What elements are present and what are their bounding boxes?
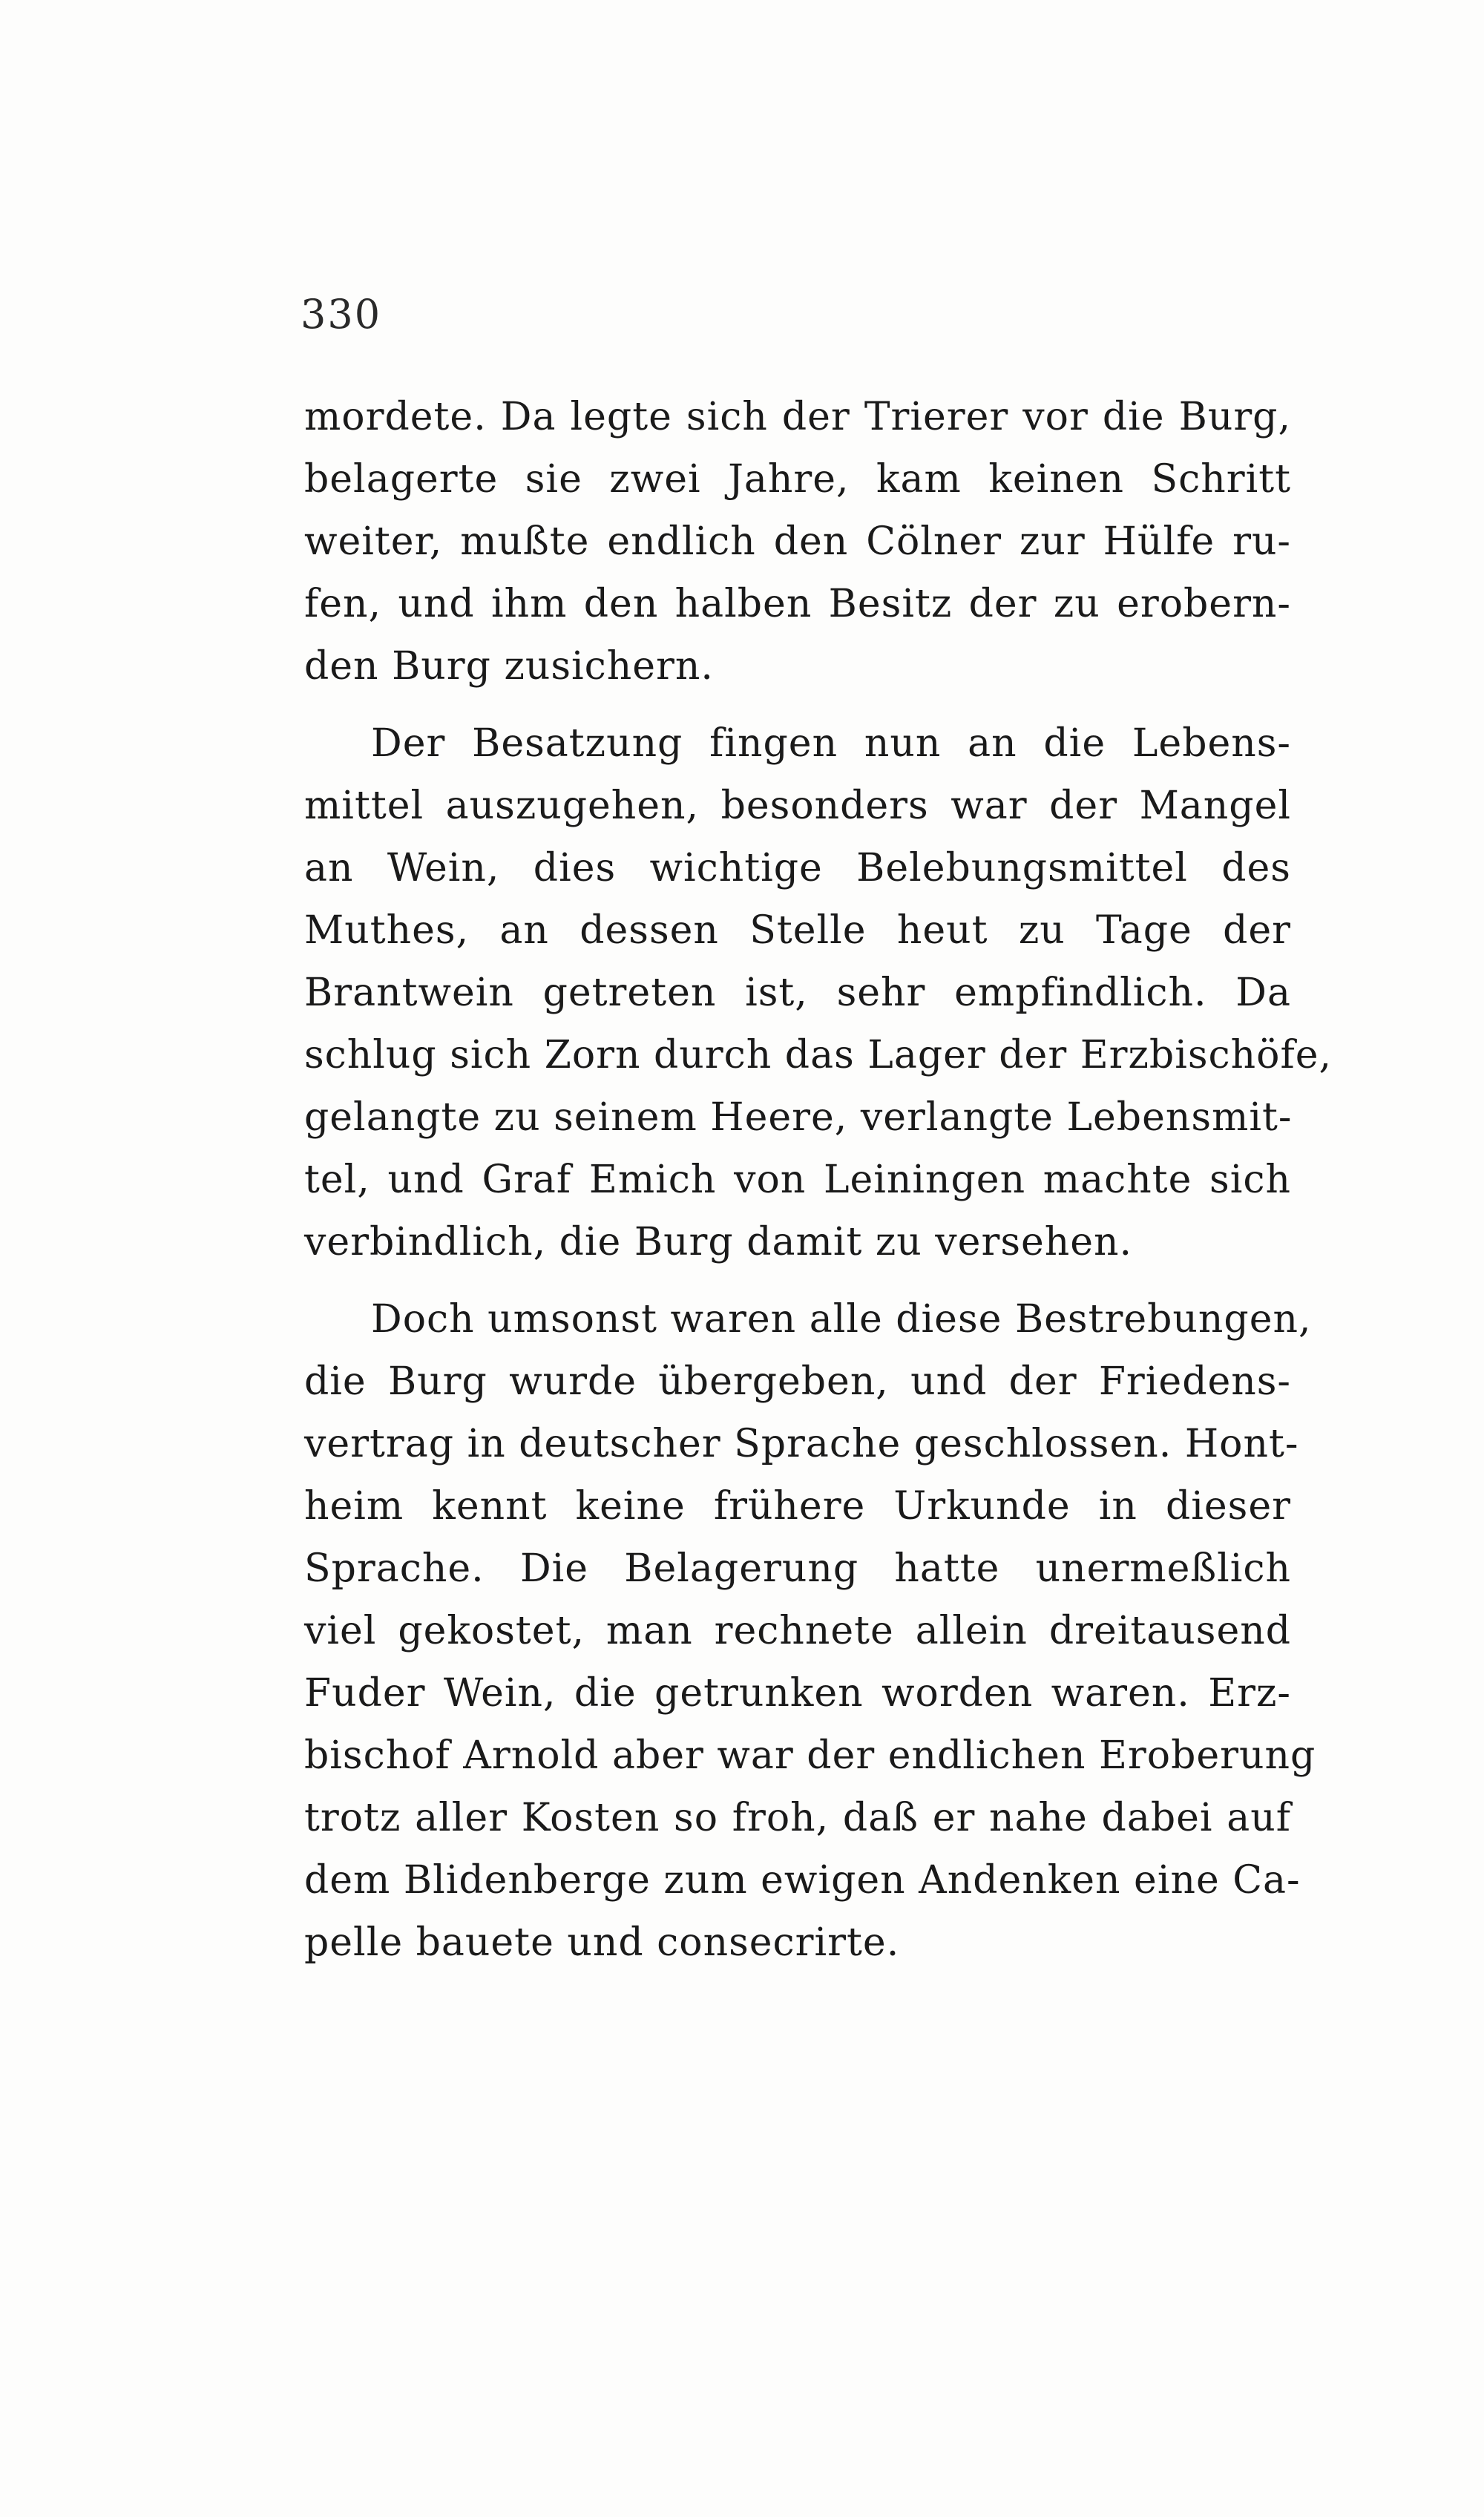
text-line: Der Besatzung fingen nun an die Lebens- bbox=[371, 721, 1291, 766]
text-line: an Wein, dies wichtige Belebungsmittel des bbox=[304, 846, 1291, 890]
text-line: belagerte sie zwei Jahre, kam keinen Schritt bbox=[304, 457, 1291, 502]
paragraph-1 bbox=[304, 386, 1291, 698]
text-line: die Burg wurde übergeben, und der Friedens- bbox=[304, 1359, 1291, 1404]
text-line: den Burg zusichern. bbox=[304, 644, 714, 689]
text-line: trotz aller Kosten so froh, daß er nahe dabei auf bbox=[304, 1796, 1291, 1840]
paragraph-2 bbox=[304, 712, 1333, 1273]
text-line: mittel auszugehen, besonders war der Mangel bbox=[304, 784, 1291, 828]
paragraph-3 bbox=[304, 1288, 1316, 1974]
text-line: tel, und Graf Emich von Leiningen machte sich bbox=[304, 1158, 1291, 1202]
text-line: Muthes, an dessen Stelle heut zu Tage der bbox=[304, 908, 1291, 953]
text-line: bischof Arnold aber war der endlichen Eroberung bbox=[304, 1733, 1316, 1778]
body-text bbox=[304, 386, 1333, 1974]
text-line: Doch umsonst waren alle diese Bestrebungen, bbox=[371, 1297, 1312, 1342]
text-line: gelangte zu seinem Heere, verlangte Lebensmit- bbox=[304, 1095, 1293, 1140]
text-line: schlug sich Zorn durch das Lager der Erzbischöfe, bbox=[304, 1033, 1333, 1077]
text-line: fen, und ihm den halben Besitz der zu erobern- bbox=[304, 582, 1291, 626]
text-line: verbindlich, die Burg damit zu versehen. bbox=[304, 1220, 1133, 1264]
text-line: Fuder Wein, die getrunken worden waren. Erz- bbox=[304, 1671, 1291, 1716]
text-line: Brantwein getreten ist, sehr empfindlich. Da bbox=[304, 971, 1291, 1015]
text-line: heim kennt keine frühere Urkunde in dieser bbox=[304, 1484, 1291, 1529]
text-line: vertrag in deutscher Sprache geschlossen. Hont- bbox=[304, 1422, 1299, 1466]
text-line: mordete. Da legte sich der Trierer vor die Burg, bbox=[304, 395, 1291, 439]
text-line: pelle bauete und consecrirte. bbox=[304, 1920, 900, 1965]
text-line: Sprache. Die Belagerung hatte unermeßlich bbox=[304, 1546, 1291, 1591]
text-line: viel gekostet, man rechnete allein dreitausend bbox=[304, 1609, 1291, 1653]
page-number: 330 bbox=[301, 291, 382, 338]
text-line: weiter, mußte endlich den Cölner zur Hülfe ru- bbox=[304, 519, 1291, 564]
text-line: dem Blidenberge zum ewigen Andenken eine Ca- bbox=[304, 1858, 1301, 1903]
